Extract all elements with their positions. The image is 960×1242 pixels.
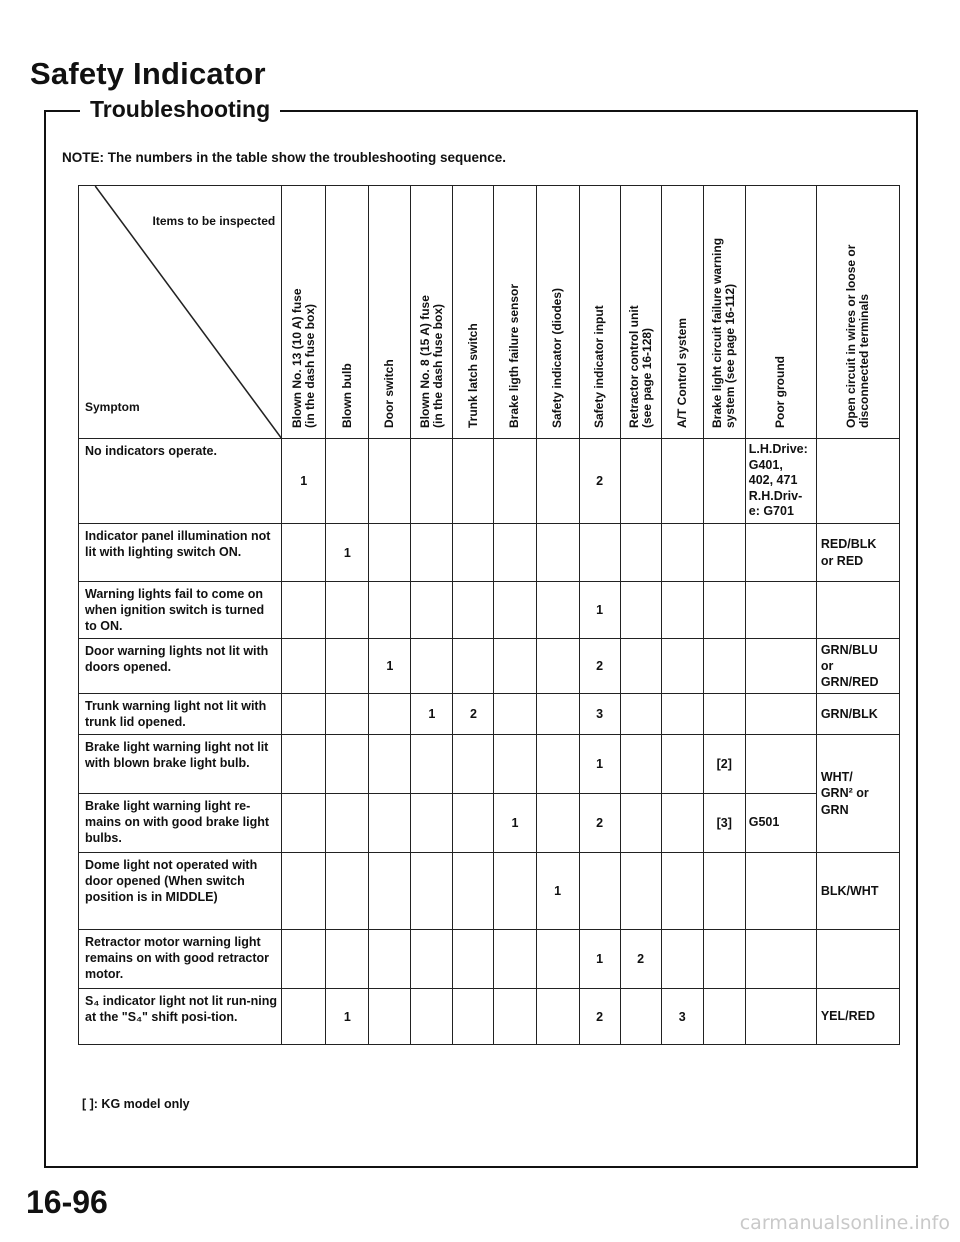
- column-header: [745, 186, 816, 439]
- sequence-cell: [703, 582, 745, 639]
- symptom-cell: Brake light warning light not lit with blown brake light bulb.: [79, 735, 282, 794]
- sequence-cell: [494, 439, 536, 524]
- sequence-cell: [369, 582, 411, 639]
- sequence-cell: [661, 582, 703, 639]
- wire-cell: WHT/ GRN² or GRN: [816, 735, 899, 853]
- sequence-cell: [620, 639, 661, 694]
- sequence-cell: [494, 639, 536, 694]
- sequence-cell: [536, 439, 579, 524]
- table-row: [79, 639, 900, 694]
- sequence-cell: [703, 694, 745, 735]
- sequence-cell: [326, 582, 369, 639]
- sequence-cell: [661, 439, 703, 524]
- sequence-cell: [703, 989, 745, 1045]
- sequence-cell: [536, 582, 579, 639]
- sequence-cell: [536, 694, 579, 735]
- column-header: [703, 186, 745, 439]
- sequence-cell: [620, 524, 661, 582]
- sequence-cell: 1: [536, 853, 579, 930]
- sequence-cell: [453, 439, 494, 524]
- sequence-cell: [620, 853, 661, 930]
- sequence-cell: 1: [326, 524, 369, 582]
- sequence-cell: [282, 794, 326, 853]
- column-header-label: Safety indicator input: [592, 305, 607, 428]
- sequence-cell: [620, 694, 661, 735]
- sequence-cell: [411, 735, 453, 794]
- column-header: [369, 186, 411, 439]
- sequence-cell: [703, 439, 745, 524]
- wire-cell: [816, 930, 899, 989]
- sequence-cell: [326, 735, 369, 794]
- sequence-cell: [661, 735, 703, 794]
- column-header: [326, 186, 369, 439]
- sequence-cell: 1: [579, 930, 620, 989]
- sequence-cell: [536, 794, 579, 853]
- sequence-cell: [282, 639, 326, 694]
- sequence-cell: [661, 524, 703, 582]
- ground-cell: G501: [745, 794, 816, 853]
- sequence-cell: [661, 694, 703, 735]
- sequence-cell: [453, 582, 494, 639]
- sequence-cell: [326, 853, 369, 930]
- ground-cell: [745, 639, 816, 694]
- page-number: 16-96: [26, 1184, 108, 1220]
- table-row: [79, 524, 900, 582]
- sequence-cell: [369, 794, 411, 853]
- symptom-cell: Warning lights fail to come on when ignition switch is turned to ON.: [79, 582, 282, 639]
- sequence-cell: [282, 524, 326, 582]
- sequence-cell: [411, 989, 453, 1045]
- sequence-cell: [369, 989, 411, 1045]
- symptom-cell: Dome light not operated with door opened (When switch position is in MIDDLE): [79, 853, 282, 930]
- sequence-cell: [411, 582, 453, 639]
- column-header-label: Blown No. 13 (10 A) fuse (in the dash fuse box): [289, 288, 317, 428]
- column-header-label: Safety indicator (diodes): [550, 287, 565, 428]
- ground-cell: [745, 930, 816, 989]
- column-header: [620, 186, 661, 439]
- watermark: carmanualsonline.info: [739, 1212, 950, 1234]
- table-row: [79, 853, 900, 930]
- wire-cell: RED/BLK or RED: [816, 524, 899, 582]
- sequence-cell: [369, 853, 411, 930]
- sequence-cell: [661, 930, 703, 989]
- sequence-cell: [282, 694, 326, 735]
- column-header-label: Brake light circuit failure warning system (see page 16-112): [710, 237, 738, 428]
- sequence-cell: 1: [282, 439, 326, 524]
- sequence-cell: [620, 989, 661, 1045]
- sequence-cell: 2: [579, 794, 620, 853]
- sequence-cell: [453, 853, 494, 930]
- sequence-cell: 2: [579, 989, 620, 1045]
- sequence-cell: [494, 989, 536, 1045]
- sequence-cell: [494, 735, 536, 794]
- column-header-label: Poor ground: [773, 356, 788, 428]
- sequence-cell: [453, 989, 494, 1045]
- sequence-cell: [369, 524, 411, 582]
- column-header-label: Retractor control unit (see page 16-128): [626, 305, 654, 428]
- symptom-cell: Trunk warning light not lit with trunk lid opened.: [79, 694, 282, 735]
- column-header-label: Blown No. 8 (15 A) fuse (in the dash fuse box): [417, 295, 445, 428]
- sequence-cell: [661, 639, 703, 694]
- wire-cell: YEL/RED: [816, 989, 899, 1045]
- sequence-cell: [326, 694, 369, 735]
- sequence-cell: [326, 794, 369, 853]
- sequence-cell: [453, 639, 494, 694]
- sequence-cell: 2: [579, 639, 620, 694]
- sequence-cell: [536, 639, 579, 694]
- page-title: Safety Indicator: [30, 56, 266, 91]
- sequence-cell: [536, 524, 579, 582]
- symptom-cell: Retractor motor warning light remains on with good retractor motor.: [79, 930, 282, 989]
- table-row: [79, 989, 900, 1045]
- sequence-cell: [536, 989, 579, 1045]
- wire-cell: BLK/WHT: [816, 853, 899, 930]
- column-header: [536, 186, 579, 439]
- sequence-cell: 1: [579, 582, 620, 639]
- ground-cell: [745, 735, 816, 794]
- ground-cell: [745, 989, 816, 1045]
- sequence-cell: [2]: [703, 735, 745, 794]
- sequence-cell: [494, 582, 536, 639]
- column-header: [494, 186, 536, 439]
- sequence-cell: [453, 930, 494, 989]
- table-row: [79, 439, 900, 524]
- wire-cell: GRN/BLK: [816, 694, 899, 735]
- sequence-cell: 1: [411, 694, 453, 735]
- sequence-cell: 1: [326, 989, 369, 1045]
- troubleshooting-table: [78, 185, 900, 1045]
- column-header-label: Brake ligth failure sensor: [507, 283, 522, 428]
- sequence-cell: [282, 930, 326, 989]
- sequence-cell: 2: [453, 694, 494, 735]
- sequence-cell: [282, 582, 326, 639]
- sequence-cell: [453, 794, 494, 853]
- column-header: [579, 186, 620, 439]
- symptom-cell: Indicator panel illumination not lit with lighting switch ON.: [79, 524, 282, 582]
- wire-cell: [816, 582, 899, 639]
- corner-items-label: Items to be inspected: [152, 214, 276, 228]
- symptom-cell: S₄ indicator light not lit run-ning at the "S₄" shift posi-tion.: [79, 989, 282, 1045]
- sequence-cell: 2: [620, 930, 661, 989]
- symptom-cell: Brake light warning light re-mains on with good brake light bulbs.: [79, 794, 282, 853]
- column-header-label: Trunk latch switch: [465, 323, 480, 428]
- sequence-cell: [703, 853, 745, 930]
- symptom-cell: Door warning lights not lit with doors opened.: [79, 639, 282, 694]
- sequence-cell: [703, 930, 745, 989]
- sequence-cell: 3: [661, 989, 703, 1045]
- ground-cell: [745, 853, 816, 930]
- sequence-cell: [620, 582, 661, 639]
- sequence-cell: [661, 853, 703, 930]
- corner-symptom-label: Symptom: [85, 400, 140, 414]
- sequence-cell: [411, 639, 453, 694]
- ground-cell: L.H.Drive: G401, 402, 471 R.H.Driv- e: G701: [745, 439, 816, 524]
- sequence-cell: [411, 439, 453, 524]
- column-header: [411, 186, 453, 439]
- sequence-cell: [494, 524, 536, 582]
- sequence-cell: [703, 639, 745, 694]
- sequence-cell: 1: [369, 639, 411, 694]
- sequence-cell: [494, 853, 536, 930]
- table-row: [79, 794, 900, 853]
- column-header: [453, 186, 494, 439]
- header-row: [79, 186, 900, 439]
- table-row: [79, 735, 900, 794]
- column-header: [661, 186, 703, 439]
- sequence-cell: [369, 694, 411, 735]
- symptom-cell: No indicators operate.: [79, 439, 282, 524]
- sequence-cell: [326, 930, 369, 989]
- sequence-cell: [453, 524, 494, 582]
- sequence-cell: [620, 794, 661, 853]
- sequence-cell: 2: [579, 439, 620, 524]
- sequence-cell: [369, 930, 411, 989]
- sequence-cell: [369, 735, 411, 794]
- sequence-cell: [494, 694, 536, 735]
- ground-cell: [745, 582, 816, 639]
- sequence-cell: 3: [579, 694, 620, 735]
- sequence-cell: [579, 524, 620, 582]
- sequence-cell: [3]: [703, 794, 745, 853]
- sequence-cell: [326, 439, 369, 524]
- sequence-cell: [703, 524, 745, 582]
- column-header: [282, 186, 326, 439]
- sequence-cell: [579, 853, 620, 930]
- sequence-cell: [536, 735, 579, 794]
- table-row: [79, 694, 900, 735]
- table-row: [79, 930, 900, 989]
- corner-header: [79, 186, 282, 439]
- column-header-label: Open circuit in wires or loose or disconnected terminals: [843, 244, 871, 428]
- sequence-cell: [494, 930, 536, 989]
- footnote: [ ]: KG model only: [82, 1097, 190, 1111]
- sequence-cell: [411, 524, 453, 582]
- column-header-label: A/T Control system: [674, 317, 689, 428]
- wire-cell: [816, 439, 899, 524]
- column-header-label: Door switch: [382, 359, 397, 428]
- table-row: [79, 582, 900, 639]
- ground-cell: [745, 694, 816, 735]
- section-title: Troubleshooting: [60, 96, 280, 126]
- sequence-cell: [369, 439, 411, 524]
- sequence-cell: [620, 735, 661, 794]
- sequence-cell: [620, 439, 661, 524]
- column-header: [816, 186, 899, 439]
- sequence-cell: [536, 930, 579, 989]
- sequence-cell: [282, 989, 326, 1045]
- sequence-cell: 1: [579, 735, 620, 794]
- ground-cell: [745, 524, 816, 582]
- sequence-cell: [411, 794, 453, 853]
- wire-cell: GRN/BLU or GRN/RED: [816, 639, 899, 694]
- sequence-cell: 1: [494, 794, 536, 853]
- sequence-cell: [282, 735, 326, 794]
- sequence-cell: [282, 853, 326, 930]
- sequence-cell: [411, 853, 453, 930]
- column-header-label: Blown bulb: [339, 363, 354, 428]
- sequence-cell: [411, 930, 453, 989]
- table-note: NOTE: The numbers in the table show the troubleshooting sequence.: [62, 150, 507, 165]
- sequence-cell: [661, 794, 703, 853]
- sequence-cell: [326, 639, 369, 694]
- sequence-cell: [453, 735, 494, 794]
